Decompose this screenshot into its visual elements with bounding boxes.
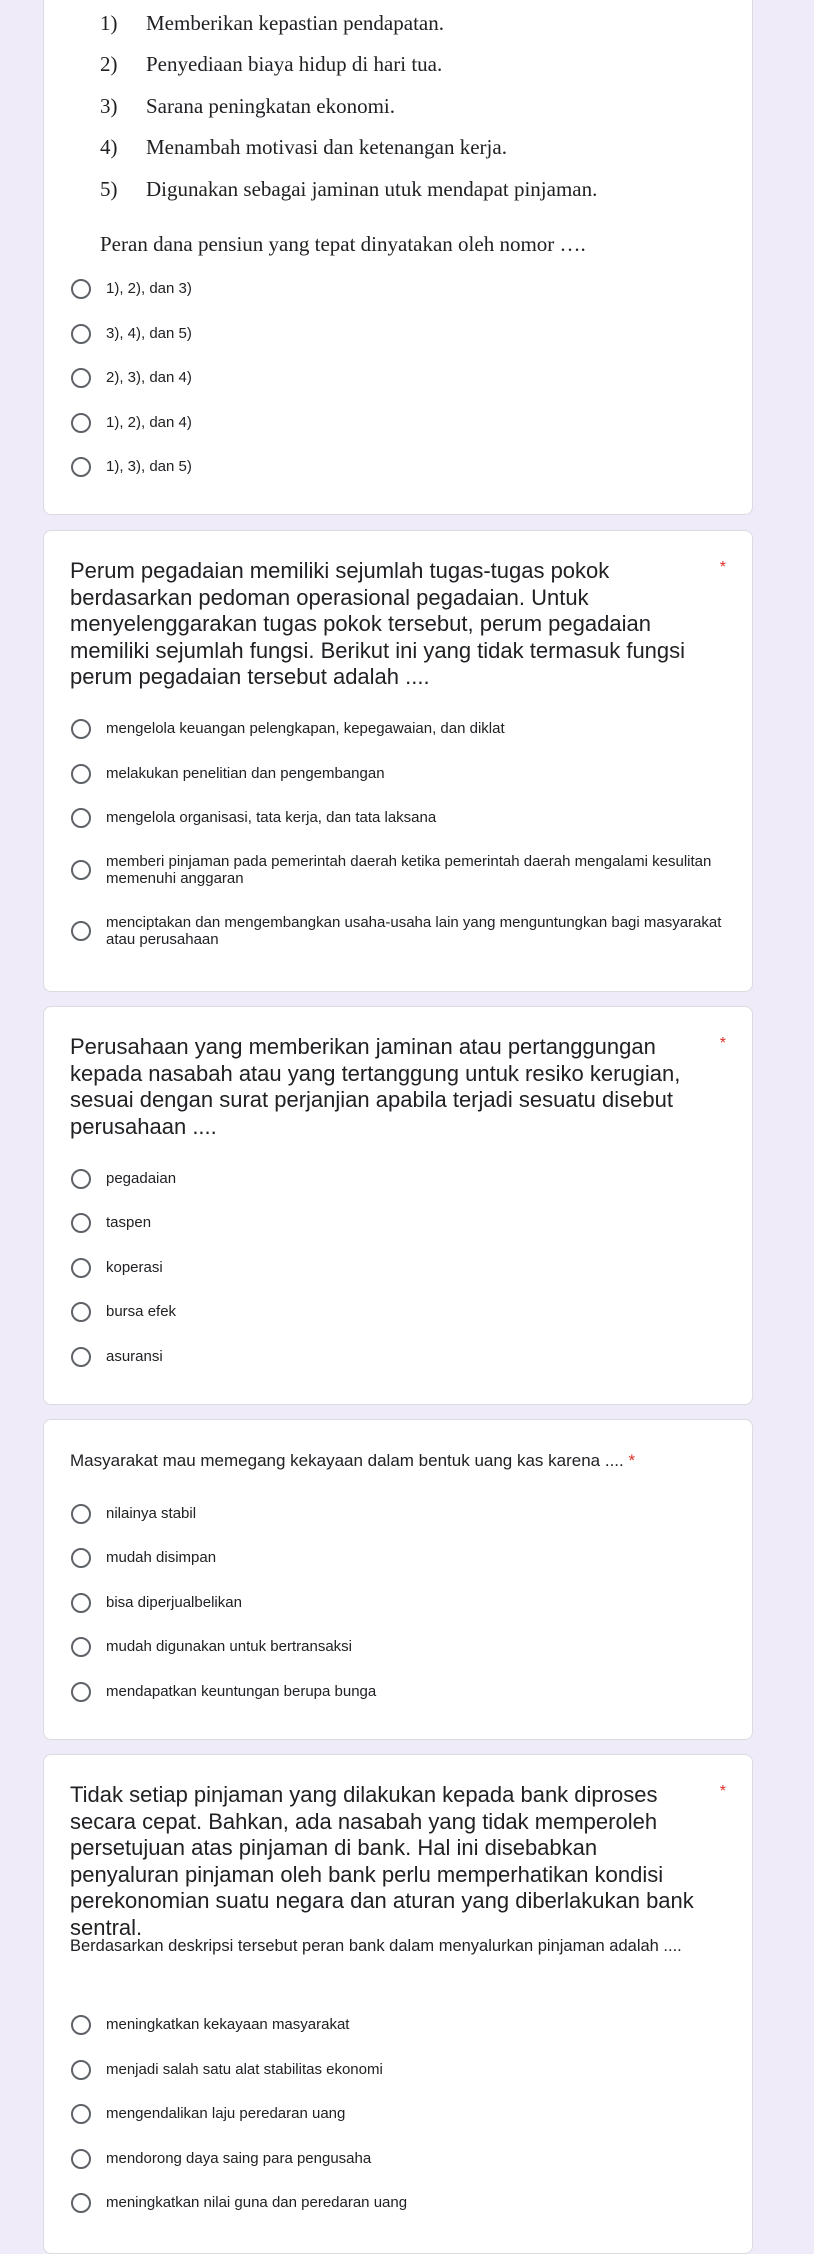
option-radio[interactable]: bisa diperjualbelikan [71,1594,731,1613]
radio-circle-icon[interactable] [71,764,91,784]
option-radio[interactable]: asuransi [71,1348,731,1367]
question-title: Tidak setiap pinjaman yang dilakukan kepada bank diproses secara cepat. Bahkan, ada nasabah yang tidak memperoleh persetujuan atas pinjaman di bank. Hal ini disebabkan penyaluran pinjaman oleh bank perlu memperhatikan kondisi perekonomian suatu negara dan aturan yang diberlakukan bank sentral. [70,1782,694,1940]
statement-5: 5) Digunakan sebagai jaminan utuk mendapat pinjaman. [100,177,598,201]
option-radio[interactable]: meningkatkan kekayaan masyarakat [71,2016,731,2035]
radio-circle-icon[interactable] [71,1548,91,1568]
option-radio[interactable]: mengelola keuangan pelengkapan, kepegawaian, dan diklat [71,720,731,739]
radio-circle-icon[interactable] [71,1682,91,1702]
required-asterisk: * [719,559,726,576]
statement-2: 2) Penyediaan biaya hidup di hari tua. [100,52,443,76]
question-card-1 [43,0,753,515]
option-radio[interactable]: menciptakan dan mengembangkan usaha-usaha lain yang menguntungkan bagi masyarakat atau perusahaan [71,914,731,948]
statement-3: 3) Sarana peningkatan ekonomi. [100,94,396,118]
option-radio[interactable]: pegadaian [71,1170,731,1189]
question-title: Perum pegadaian memiliki sejumlah tugas-tugas pokok berdasarkan pedoman operasional pegadaian. Untuk menyelenggarakan tugas pokok tersebut, perum pegadaian memiliki sejumlah fungsi. Berikut ini yang tidak termasuk fungsi perum pegadaian tersebut adalah .... [70,558,686,689]
question-title: Perusahaan yang memberikan jaminan atau pertanggungan kepada nasabah atau yang tertanggung untuk resiko kerugian, sesuai dengan surat perjanjian apabila terjadi sesuatu disebut perusahaan .... [70,1034,681,1139]
radio-circle-icon[interactable] [71,2104,91,2124]
radio-circle-icon[interactable] [71,1504,91,1524]
radio-circle-icon[interactable] [71,719,91,739]
question-description: Berdasarkan deskripsi tersebut peran bank dalam menyalurkan pinjaman adalah .... [70,1937,682,1955]
option-radio[interactable]: taspen [71,1214,731,1233]
option-radio[interactable]: mendapatkan keuntungan berupa bunga [71,1683,731,1702]
option-radio[interactable]: memberi pinjaman pada pemerintah daerah ketika pemerintah daerah mengalami kesulitan memenuhi anggaran [71,853,731,887]
option-radio[interactable]: meningkatkan nilai guna dan peredaran uang [71,2194,731,2213]
required-asterisk: * [628,1451,636,1470]
radio-circle-icon[interactable] [71,2193,91,2213]
radio-circle-icon[interactable] [71,1258,91,1278]
option-radio[interactable]: 1), 2), dan 4) [71,414,731,433]
option-radio[interactable]: 2), 3), dan 4) [71,369,731,388]
statement-4: 4) Menambah motivasi dan ketenangan kerja. [100,135,507,159]
statement-1: 1) Memberikan kepastian pendapatan. [100,11,444,35]
question-text: Peran dana pensiun yang tepat dinyatakan oleh nomor …. [100,232,586,256]
radio-circle-icon[interactable] [71,1347,91,1367]
option-radio[interactable]: bursa efek [71,1303,731,1322]
radio-circle-icon[interactable] [71,2149,91,2169]
option-radio[interactable]: menjadi salah satu alat stabilitas ekonomi [71,2061,731,2080]
radio-circle-icon[interactable] [71,324,91,344]
question-card-5 [43,1754,753,2254]
radio-circle-icon[interactable] [71,279,91,299]
radio-circle-icon[interactable] [71,368,91,388]
radio-circle-icon[interactable] [71,1593,91,1613]
question-card-3 [43,1006,753,1405]
radio-circle-icon[interactable] [71,413,91,433]
question-card-4 [43,1419,753,1740]
radio-circle-icon[interactable] [71,1169,91,1189]
radio-circle-icon[interactable] [71,860,91,880]
radio-circle-icon[interactable] [71,1213,91,1233]
option-radio[interactable]: koperasi [71,1259,731,1278]
option-radio[interactable]: melakukan penelitian dan pengembangan [71,765,731,784]
option-radio[interactable]: 3), 4), dan 5) [71,325,731,344]
radio-circle-icon[interactable] [71,1302,91,1322]
radio-circle-icon[interactable] [71,1637,91,1657]
radio-circle-icon[interactable] [71,921,91,941]
required-asterisk: * [719,1783,726,1800]
option-radio[interactable]: mudah digunakan untuk bertransaksi [71,1638,731,1657]
option-radio[interactable]: mudah disimpan [71,1549,731,1568]
option-radio[interactable]: 1), 2), dan 3) [71,280,731,299]
option-radio[interactable]: mendorong daya saing para pengusaha [71,2150,731,2169]
question-card-2 [43,530,753,992]
radio-circle-icon[interactable] [71,457,91,477]
radio-circle-icon[interactable] [71,2060,91,2080]
option-radio[interactable]: nilainya stabil [71,1505,731,1524]
option-radio[interactable]: mengelola organisasi, tata kerja, dan tata laksana [71,809,731,828]
radio-circle-icon[interactable] [71,808,91,828]
required-asterisk: * [719,1035,726,1052]
radio-circle-icon[interactable] [71,2015,91,2035]
option-radio[interactable]: 1), 3), dan 5) [71,458,731,477]
question-title: Masyarakat mau memegang kekayaan dalam bentuk uang kas karena .... * [70,1451,636,1470]
option-radio[interactable]: mengendalikan laju peredaran uang [71,2105,731,2124]
